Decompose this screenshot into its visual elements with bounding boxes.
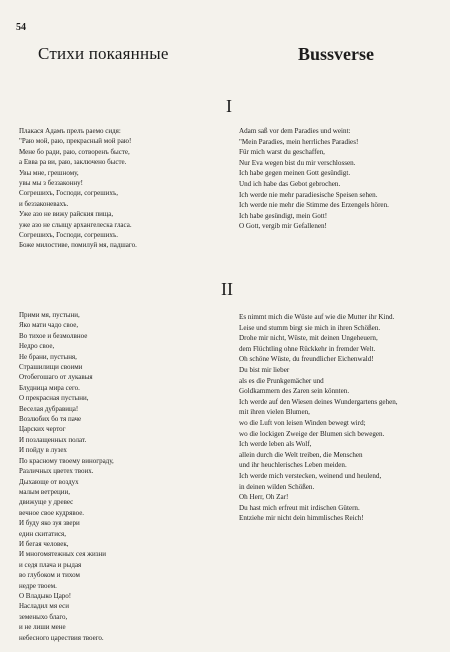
verse-line: Oh Herr, Oh Zar! [239,493,289,502]
verse-line: уже азо не слыщу архангелеска гласа. [19,220,132,229]
verse-line: Nur Eva wegen bist du mir verschlossen. [239,158,356,167]
verse-line: Entziehe mir nicht dein himmlisches Reich! [239,514,364,523]
verse-line: недре твоем. [19,581,57,590]
section-2-numeral: II [221,279,233,299]
section-1-numeral: I [226,96,232,116]
verse-line: "Mein Paradies, mein herrliches Paradies! [239,137,359,146]
verse-line: Goldkammern des Zaren sein könnten. [239,387,350,396]
verse-line: wo die lockigen Zweige der Blumen sich bewegen. [239,429,385,438]
verse-line: Не брани, пустыня, [19,352,77,361]
verse-line: Мене бо ради, раю, сотворенъ бысте, [19,147,130,156]
verse-line: Прими мя, пустыни, [19,311,80,319]
verse-line: И бегая человек, [19,539,69,548]
verse-line: Ich werde auf den Wiesen deines Wundergartens gehen, [239,397,398,406]
verse-line: Блудница мира сего. [19,383,80,392]
verse-line: Различных цветех твоих. [19,467,94,476]
verse-line: wo die Luft von leisen Winden bewegt wird; [239,418,366,427]
section-2-russian-text [19,310,114,643]
section-1-russian-text [19,126,137,251]
verse-line: Du bist mir lieber [239,365,290,374]
verse-line: Ich werde mich verstecken, weinend und heulend, [239,471,382,480]
verse-line: Drohe mir nicht, Wüste, mit deinen Ungeheuern, [239,334,378,343]
verse-line: И пойду в лузех [19,446,67,455]
verse-line: Und ich habe das Gebot gebrochen. [239,179,341,188]
title-german: Bussverse [298,44,374,64]
verse-line: Ich werde nie mehr paradiesische Speisen sehen. [239,190,378,199]
verse-line: Es nimmt mich die Wüste auf wie die Mutter ihr Kind. [239,313,395,321]
verse-line: И буду яко зуя звери [19,519,80,528]
verse-line: O Gott, vergib mir Gefallenen! [239,222,327,231]
verse-line: Согрешихъ, Господи, согрешихъ. [19,231,119,240]
verse-line: Боже милостиве, помилуй мя, падшаго. [19,241,137,250]
verse-line: Adam saß vor dem Paradies und weint: [239,127,351,135]
verse-line: един скитатися, [19,529,67,538]
verse-line: Страшилищи своими [19,363,83,372]
verse-line: движуще у древес [19,498,74,507]
verse-line: Возлюбих бо тя паче [19,415,82,424]
verse-line: О прекрасная пустыни, [19,394,89,403]
verse-line: mit ihren vielen Blumen, [239,408,310,417]
verse-line: И позлащенных полат. [19,435,87,444]
verse-line: Oh schöne Wüste, du freundlicher Eichenwald! [239,355,374,364]
verse-line: Du hast mich erfreut mit irdischen Gütern. [239,503,360,512]
verse-line: Согрешихъ, Господи, согрешихъ, [19,189,119,198]
verse-line: Уже азо не вижу райския пища, [19,210,114,219]
verse-line: Веселая дубравица! [19,404,79,413]
verse-line: По красному твоему винограду, [19,456,114,465]
verse-line: Недро свое, [19,342,55,351]
verse-line: und ihr heuchlerisches Leben meiden. [239,461,347,470]
verse-line: Дыхающе от воздух [19,477,79,486]
verse-line: небесного царествия твоего. [19,633,104,642]
verse-line: dem Flüchtling ohne Rückkehr in fremder Welt. [239,344,376,353]
verse-line: а Евва ра ви, раю, заключено бысте. [19,158,127,167]
verse-line: Leise und stumm birgt sie mich in ihren Schößen. [239,323,381,332]
verse-line: земеныхо благо, [19,612,68,621]
verse-line: Яко мати чадо свое, [19,321,79,330]
verse-line: и седя плача и рыдая [19,560,82,569]
verse-line: И многомятежных сея жизни [19,550,107,559]
page-number: 54 [16,22,26,33]
verse-line: Für mich warst du geschaffen, [239,148,325,157]
verse-line: и беззаконевахъ. [19,199,69,208]
verse-line: als es die Prunkgemächer und [239,376,324,385]
verse-line: Насладил мя еси [19,602,69,611]
verse-line: allein durch die Welt treiben, die Menschen [239,450,363,459]
verse-line: Царских чертог [19,425,66,434]
verse-line: и не лиши мене [19,623,66,632]
verse-line: "Раю мой, раю, прекрасный мой раю! [19,137,132,146]
section-2-german-text [239,312,398,524]
verse-line: Ich habe gegen meinen Gott gesündigt. [239,169,351,178]
verse-line: Ich werde nie mehr die Stimme des Erzengels hören. [239,201,389,210]
verse-line: Ich habe gesündigt, mein Gott! [239,211,328,220]
verse-line: Ich werde leben als Wolf, [239,440,312,449]
verse-line: О Владыко Царо! [19,591,72,600]
verse-line: малым ветреции, [19,487,71,496]
section-1-german-text [239,126,389,232]
verse-line: in deinen wilden Schößen. [239,482,315,491]
verse-line: Плакася Адамъ прелъ раемо сидя: [19,127,121,135]
verse-line: увы мы з беззаконну! [19,179,83,188]
verse-line: Увы мне, грешному, [19,168,79,177]
verse-line: Во тихое и безмолвное [19,331,88,340]
verse-line: вечное свое кудрявое. [19,508,85,517]
title-russian: Стихи покаянные [38,44,169,63]
verse-line: во глубоком и тихом [19,571,80,580]
verse-line: Отобегошаго от лукавыя [19,373,93,382]
